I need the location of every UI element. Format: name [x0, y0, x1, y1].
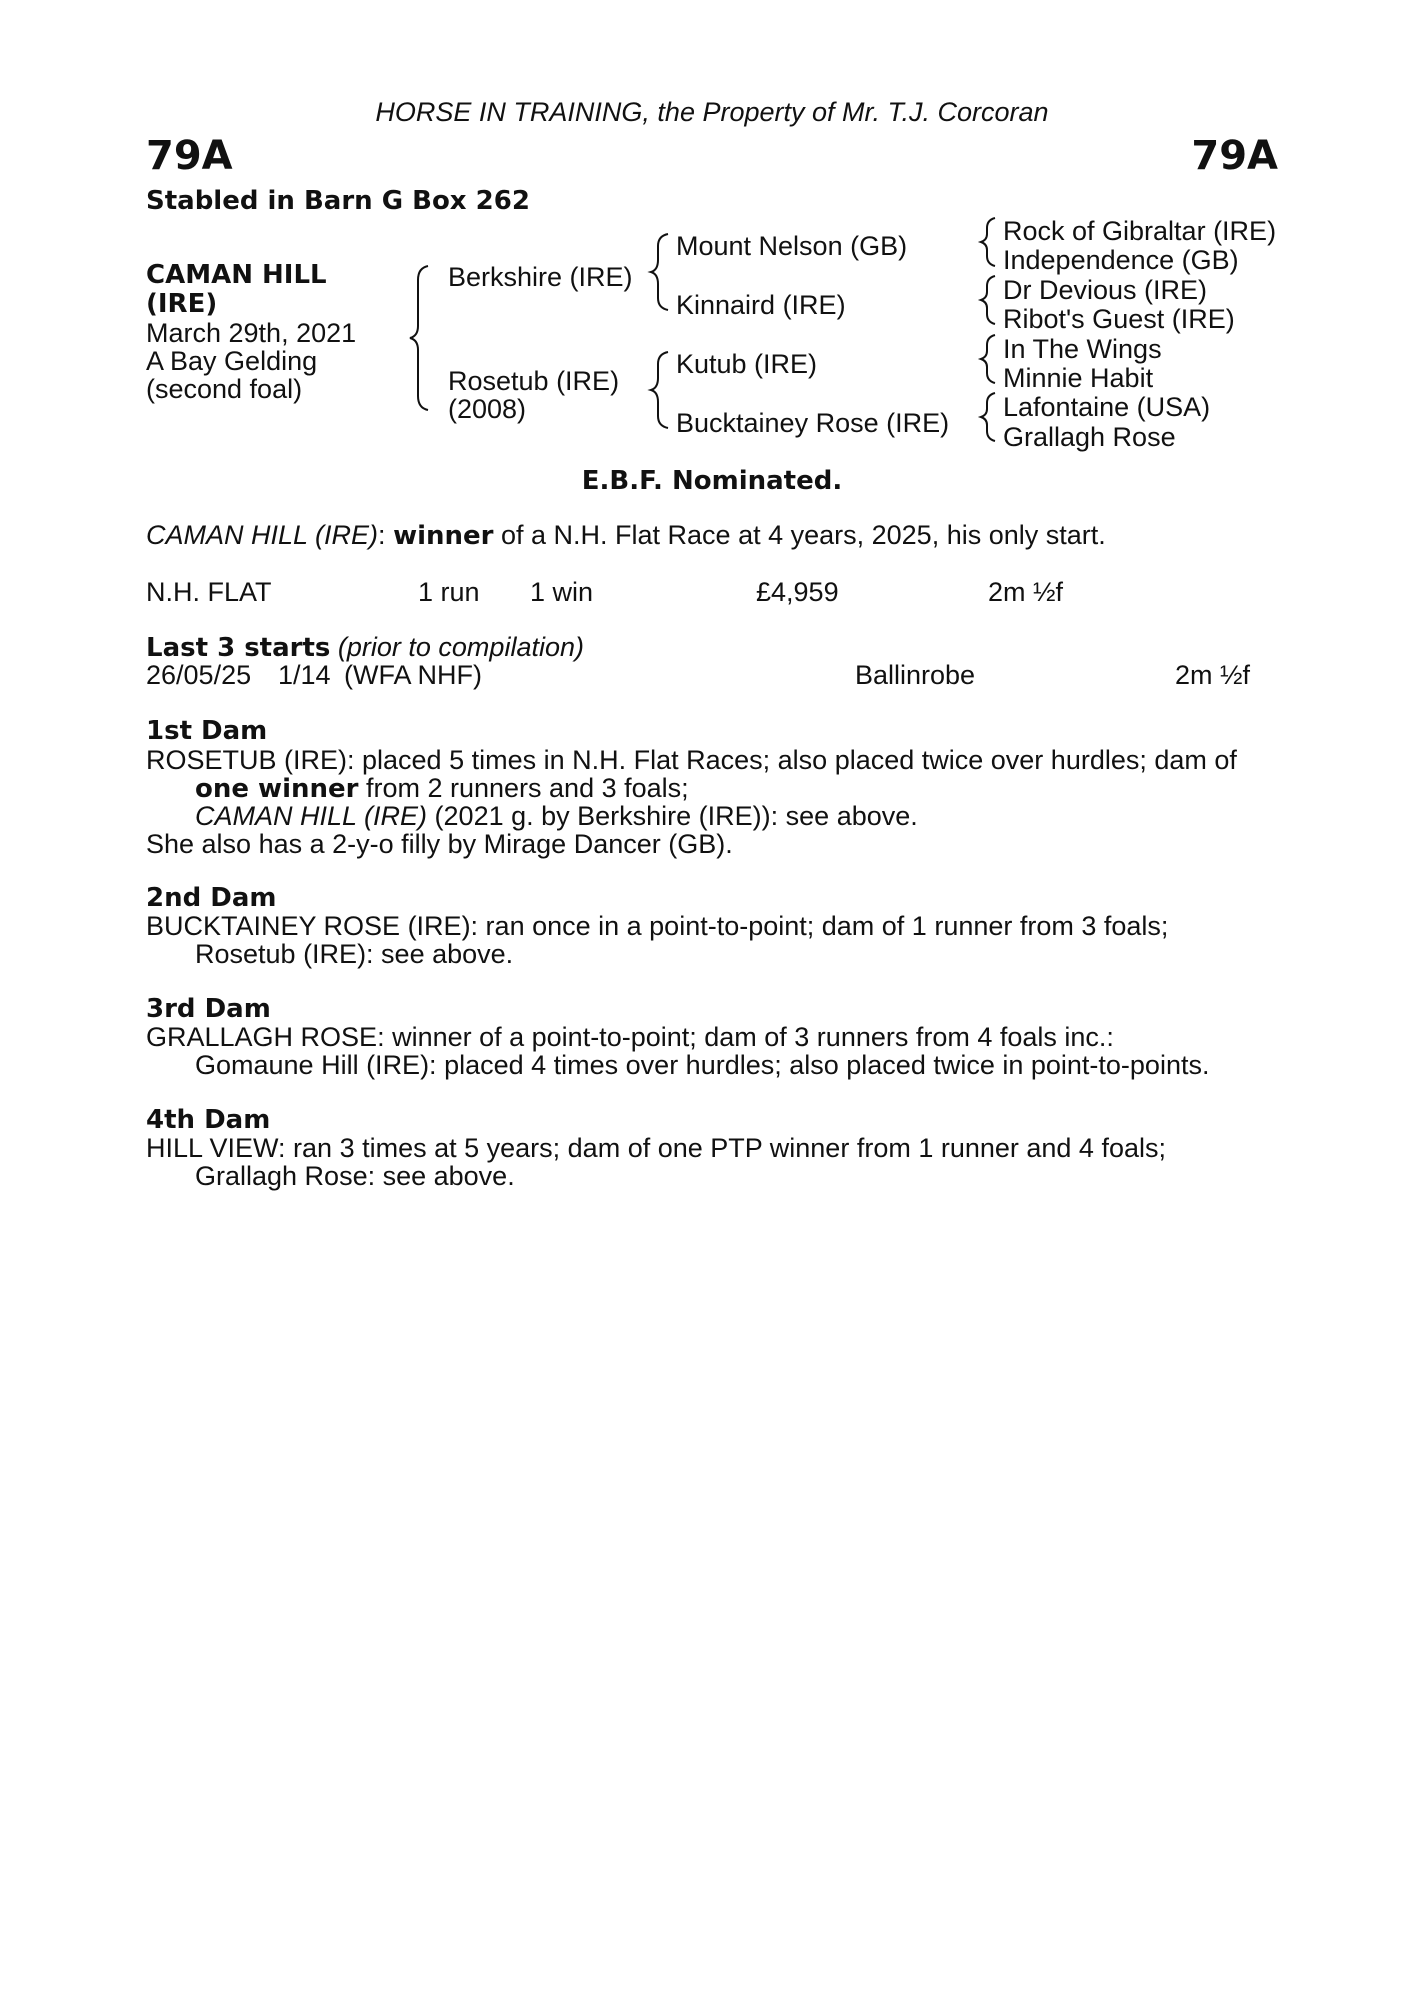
last-start-distance: 2m ½f — [1175, 660, 1251, 690]
first-dam-line2-rest: from 2 runners and 3 foals; — [358, 773, 689, 803]
ebf-nominated: E.B.F. Nominated. — [581, 466, 843, 496]
lot-number-right: 79A — [1191, 133, 1278, 179]
first-dam-line3 — [195, 801, 918, 832]
pedigree-dam-year: (2008) — [448, 394, 527, 424]
pedigree-g7: Lafontaine (USA) — [1003, 392, 1211, 422]
second-dam-line1: BUCKTAINEY ROSE (IRE): ran once in a point-to-point; dam of 1 runner from 3 foals; — [146, 911, 1169, 941]
pedigree-g8: Grallagh Rose — [1003, 422, 1176, 452]
fourth-dam-line1: HILL VIEW: ran 3 times at 5 years; dam of one PTP winner from 1 runner and 4 foals; — [146, 1133, 1166, 1163]
dam-brace — [651, 352, 668, 428]
record-runs: 1 run — [418, 577, 480, 607]
horse-dob: March 29th, 2021 — [146, 318, 357, 348]
horse-name-suffix: (IRE) — [146, 289, 218, 319]
g-brace-4 — [981, 393, 995, 441]
horse-description: A Bay Gelding — [146, 346, 318, 376]
pedigree-sire: Berkshire (IRE) — [448, 262, 633, 292]
lot-number-left: 79A — [146, 133, 233, 179]
third-dam-line2: Gomaune Hill (IRE): placed 4 times over hurdles; also placed twice in point-to-points. — [195, 1050, 1210, 1080]
first-dam-line3-rest: (2021 g. by Berkshire (IRE)): see above. — [427, 801, 918, 831]
summary-rest: of a N.H. Flat Race at 4 years, 2025, his only start. — [493, 520, 1106, 550]
record-type: N.H. FLAT — [146, 577, 272, 607]
pedigree-dam-dam: Bucktainey Rose (IRE) — [676, 408, 950, 438]
g-brace-1 — [981, 218, 995, 266]
last-start-place: 1/14 — [278, 660, 331, 690]
third-dam-heading: 3rd Dam — [146, 994, 271, 1024]
last-start-course: Ballinrobe — [855, 660, 976, 690]
main-brace — [410, 266, 428, 410]
record-earnings: £4,959 — [756, 577, 839, 607]
pedigree-dam-sire: Kutub (IRE) — [676, 349, 818, 379]
fourth-dam-line2: Grallagh Rose: see above. — [195, 1161, 515, 1191]
pedigree-dam: Rosetub (IRE) — [448, 366, 620, 396]
g-brace-2 — [981, 276, 995, 324]
sire-brace — [651, 234, 668, 310]
record-wins: 1 win — [530, 577, 594, 607]
horse-name: CAMAN HILL — [146, 260, 327, 290]
pedigree-g3: Dr Devious (IRE) — [1003, 275, 1208, 305]
horse-foal: (second foal) — [146, 374, 303, 404]
first-dam-line1: ROSETUB (IRE): placed 5 times in N.H. Flat Races; also placed twice over hurdles; dam of — [146, 745, 1237, 775]
pedigree-g2: Independence (GB) — [1003, 245, 1239, 275]
second-dam-heading: 2nd Dam — [146, 883, 277, 913]
g-brace-3 — [981, 335, 995, 383]
last-start-date: 26/05/25 — [146, 660, 252, 690]
last-start-race: (WFA NHF) — [344, 660, 482, 690]
last-starts-title: Last 3 starts — [146, 633, 331, 663]
pedigree-g6: Minnie Habit — [1003, 363, 1154, 393]
pedigree-g5: In The Wings — [1003, 334, 1162, 364]
race-summary — [146, 520, 1106, 551]
first-dam-heading: 1st Dam — [146, 716, 268, 746]
last-starts-note: (prior to compilation) — [330, 632, 584, 662]
pedigree-g4: Ribot's Guest (IRE) — [1003, 304, 1235, 334]
last-starts-heading — [146, 632, 584, 663]
first-dam-line2 — [195, 773, 689, 804]
first-dam-foal-name: CAMAN HILL (IRE) — [195, 801, 428, 831]
pedigree-g1: Rock of Gibraltar (IRE) — [1003, 216, 1277, 246]
summary-horse-name: CAMAN HILL (IRE) — [146, 520, 379, 550]
third-dam-line1: GRALLAGH ROSE: winner of a point-to-point; dam of 3 runners from 4 foals inc.: — [146, 1022, 1114, 1052]
first-dam-one-winner: one winner — [195, 774, 359, 804]
pedigree-sire-dam: Kinnaird (IRE) — [676, 290, 846, 320]
second-dam-line2: Rosetub (IRE): see above. — [195, 939, 514, 969]
fourth-dam-heading: 4th Dam — [146, 1105, 271, 1135]
pedigree-sire-sire: Mount Nelson (GB) — [676, 231, 908, 261]
summary-winner: winner — [393, 521, 494, 551]
sale-banner: HORSE IN TRAINING, the Property of Mr. T.J. Corcoran — [375, 97, 1049, 127]
record-distance: 2m ½f — [988, 577, 1064, 607]
stabled-location: Stabled in Barn G Box 262 — [146, 186, 530, 216]
summary-colon: : — [378, 520, 394, 550]
first-dam-line4: She also has a 2-y-o filly by Mirage Dancer (GB). — [146, 829, 733, 859]
